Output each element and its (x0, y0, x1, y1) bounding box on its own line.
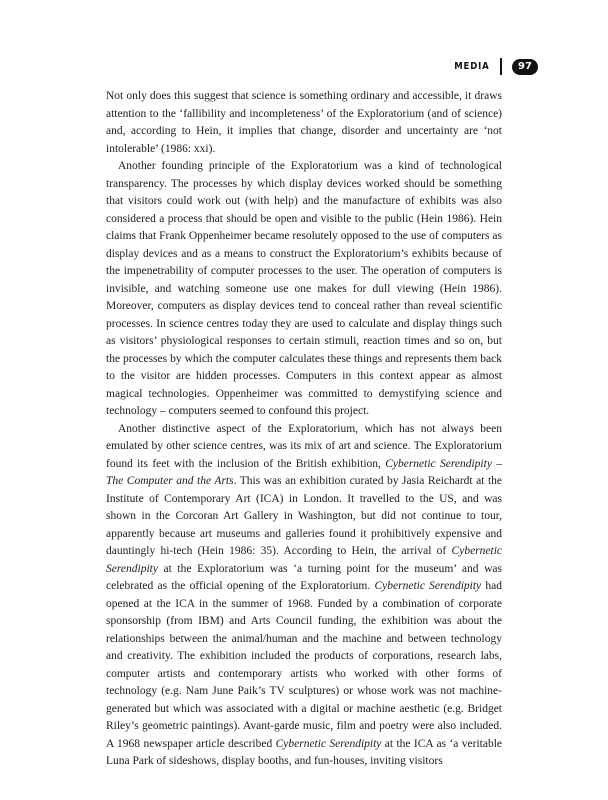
paragraph-3-text-a: Another distinctive aspect of the Exploratorium, which has not always been emulated by other science centres, was its mix of art and science. The Exploratorium found its feet with the inclusion of the British exhibition, (106, 422, 502, 470)
italic-title-cybernetic-serendipity-4: Cybernetic Serendipity (275, 737, 382, 750)
paragraph-2: Another founding principle of the Exploratorium was a kind of technological transparency. The processes by which display devices worked should be something that visitors could work out (with help) and the manufacture of exhibits was also considered a process that should be open and visible to the public (Hein 1986). Hein claims that Frank Oppenheimer became resolutely opposed to the use of computers as display devices and as a means to construct the Exploratorium’s exhibits because of the impenetrability of computer processes to the user. The operation of computers is invisible, and watching someone use one makes for dull viewing (Hein 1986). Moreover, computers as display devices tend to conceal rather than reveal scientific processes. In science centres today they are used to calculate and display things such as visitors’ physiological responses to certain stimuli, reaction times and so on, but the processes by which the computer calculates these things and represents them back to the visitor are hidden processes. Computers in this context appear as almost magical technologies. Oppenheimer was committed to demystifying science and technology – computers seemed to confound this project. (106, 160, 502, 417)
running-head: MEDIA (454, 61, 490, 72)
paragraph-3-text-b: . This was an exhibition curated by Jasia Reichardt at the Institute of Contemporary Art (ICA) in London. It travelled to the US, and was shown in the Corcoran Art Gallery in Washington, but did not continue to tour, apparently because art museums and galleries found it prohibitively expensive and dauntingly hi-tech (Hein 1986: 35). According to Hein, the arrival of (106, 475, 503, 557)
italic-title-cybernetic-serendipity-3: Cybernetic Serendipity (374, 580, 482, 592)
italic-title-cybernetic-serendipity-full: Cybernetic Serendipity – The Computer and the Arts (106, 457, 502, 487)
paragraph-3-text-e: at the ICA as ‘a veritable Luna Park of sideshows, display booths, and fun-houses, inviting visitors (106, 737, 502, 767)
body-text (106, 88, 502, 771)
page-number-badge: 97 (512, 59, 538, 75)
paragraph-1: Not only does this suggest that science is something ordinary and accessible, it draws attention to the ‘fallibility and incompleteness’ of the Exploratorium (and of science) and, according to Hein, it implies that change, disorder and uncertainty are ‘not intolerable’ (1986: xxi). (106, 90, 502, 155)
page-header (448, 58, 538, 75)
paragraph-3-text-d: had opened at the ICA in the summer of 1968. Funded by a combination of corporate sponsorship (from IBM) and Arts Council funding, the exhibition was about the relationships between the animal/human and the machine and between technology and creativity. The exhibition included the products of corporations, research labs, computer artists and contemporary artists who worked with other forms of technology (e.g. Nam June Paik’s TV sculptures) or whose work was not machine-generated but which was associated with a digital or machine aesthetic (e.g. Bridget Riley’s geometric paintings). Avant-garde music, film and poetry were also included. A 1968 newspaper article described (106, 580, 502, 750)
header-divider (500, 58, 502, 75)
paragraph-3 (106, 421, 502, 771)
paragraph-3-text-c: at the Exploratorium was ‘a turning point for the museum’ and was celebrated as the official opening of the Exploratorium. (106, 562, 502, 592)
italic-title-cybernetic-serendipity-2: Cybernetic Serendipity (106, 545, 502, 575)
